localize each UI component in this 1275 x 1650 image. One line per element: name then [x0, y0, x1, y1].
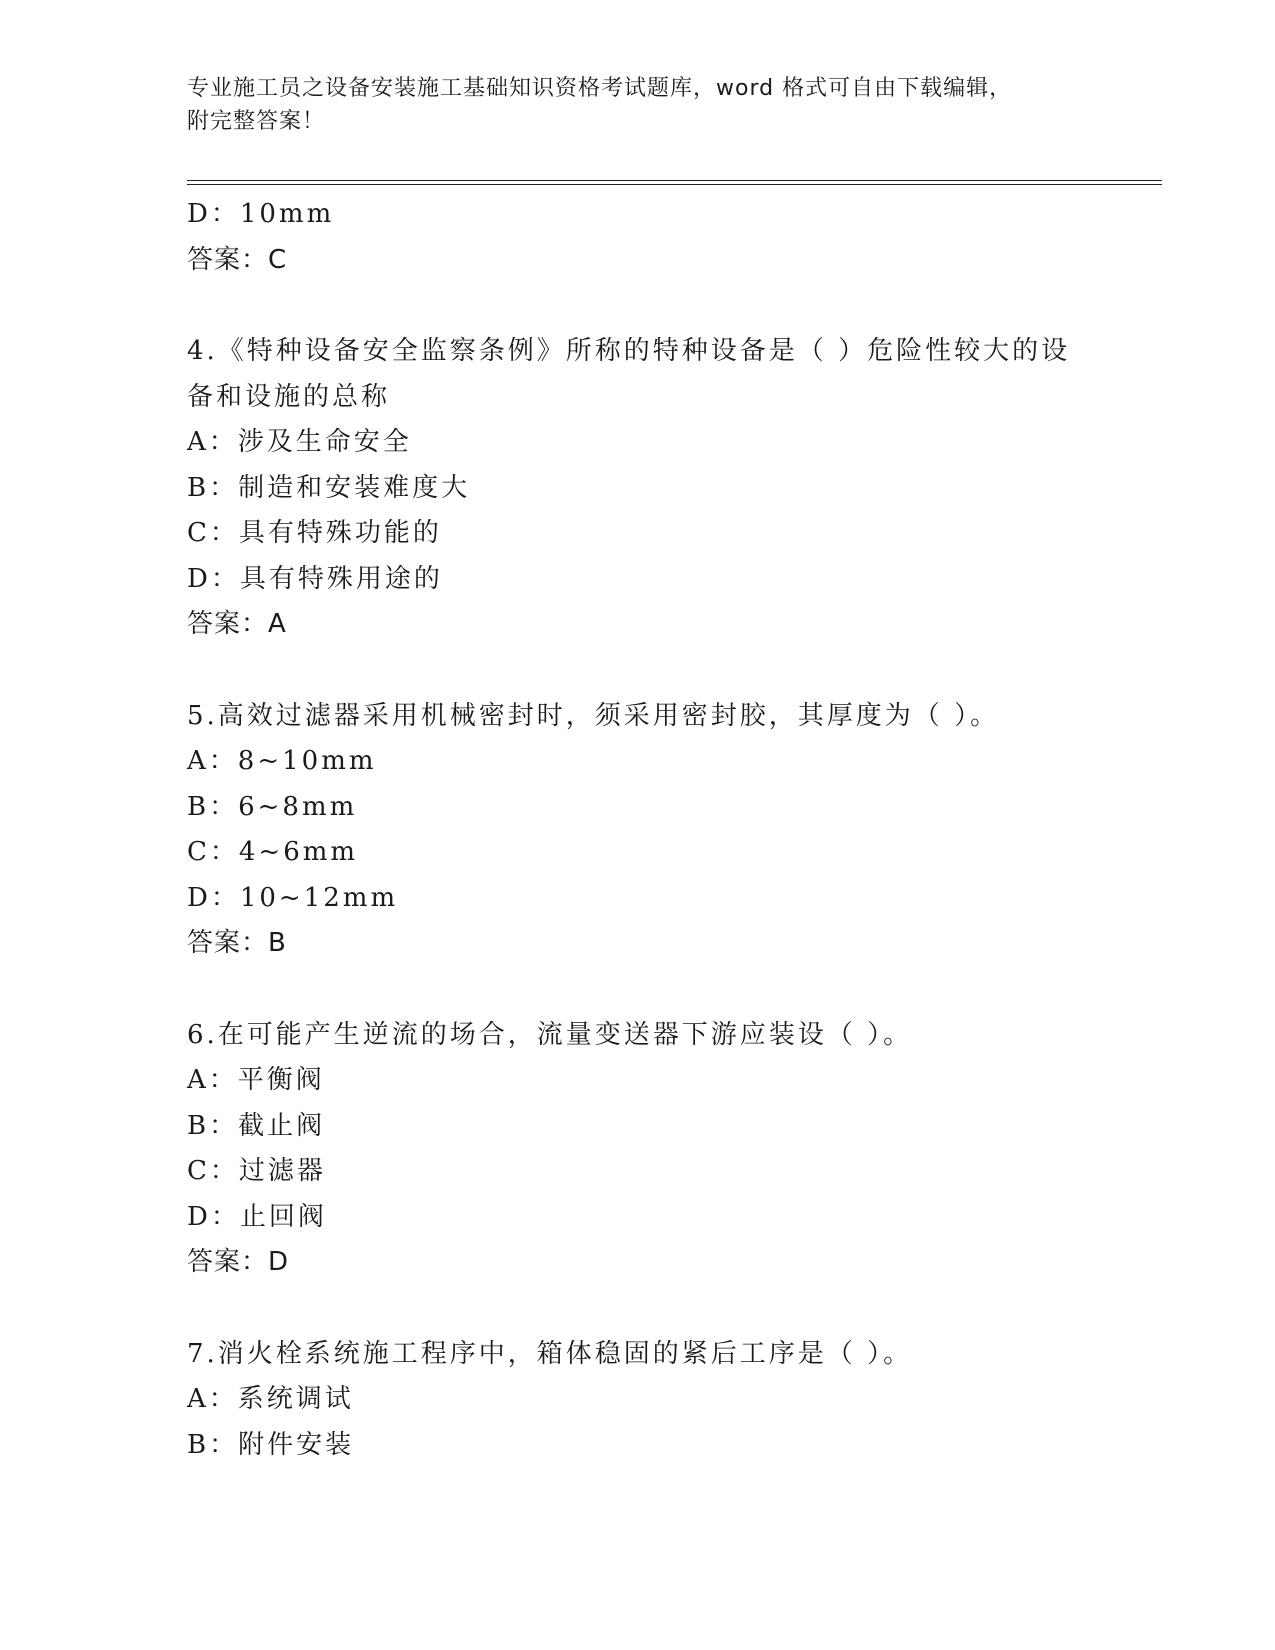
- option-d: D：具有特殊用途的: [187, 563, 443, 594]
- answer-label: 答案：C: [187, 244, 288, 275]
- option-d: D：止回阀: [187, 1201, 327, 1232]
- answer-label: 答案：D: [187, 1247, 290, 1277]
- answer-label: 答案：B: [187, 928, 287, 958]
- option-b: B：制造和安装难度大: [187, 472, 471, 503]
- question-text: 7.消火栓系统施工程序中，箱体稳固的紧后工序是（ ）。: [187, 1338, 913, 1369]
- answer-label: 答案：A: [187, 609, 287, 639]
- question-7: [187, 1332, 1087, 1469]
- option-a: A：系统调试: [187, 1384, 354, 1414]
- option-a: A：8~10mm: [187, 746, 377, 776]
- option-a: A：涉及生命安全: [187, 427, 412, 457]
- question-text: 6.在可能产生逆流的场合，流量变送器下游应装设（ ）。: [187, 1019, 913, 1050]
- header-line-1: 专业施工员之设备安装施工基础知识资格考试题库，word 格式可自由下载编辑，: [187, 76, 1013, 101]
- header-divider-bottom: [187, 184, 1162, 185]
- prev-question-tail: [187, 192, 1087, 283]
- option-c: C：4~6mm: [187, 837, 359, 867]
- option-c: C：具有特殊功能的: [187, 518, 442, 548]
- question-text-continued: 备和设施的总称: [187, 381, 391, 412]
- header-line-2: 附完整答案！: [187, 109, 326, 134]
- option-b: B：附件安装: [187, 1429, 355, 1460]
- document-header: [187, 72, 1087, 138]
- header-divider-top: [187, 180, 1162, 181]
- question-5: [187, 694, 1087, 967]
- question-6: [187, 1013, 1087, 1286]
- question-list: [187, 192, 1087, 1468]
- question-4: [187, 329, 1087, 648]
- option-b: B：6~8mm: [187, 791, 358, 822]
- question-text: 5.高效过滤器采用机械密封时，须采用密封胶，其厚度为（ ）。: [187, 700, 1000, 731]
- option-d: D：10mm: [187, 199, 335, 229]
- option-c: C：过滤器: [187, 1156, 326, 1186]
- option-a: A：平衡阀: [187, 1065, 325, 1095]
- option-d: D：10~12mm: [187, 882, 399, 913]
- option-b: B：截止阀: [187, 1110, 326, 1141]
- question-text: 4.《特种设备安全监察条例》所称的特种设备是（ ）危险性较大的设: [187, 336, 1071, 366]
